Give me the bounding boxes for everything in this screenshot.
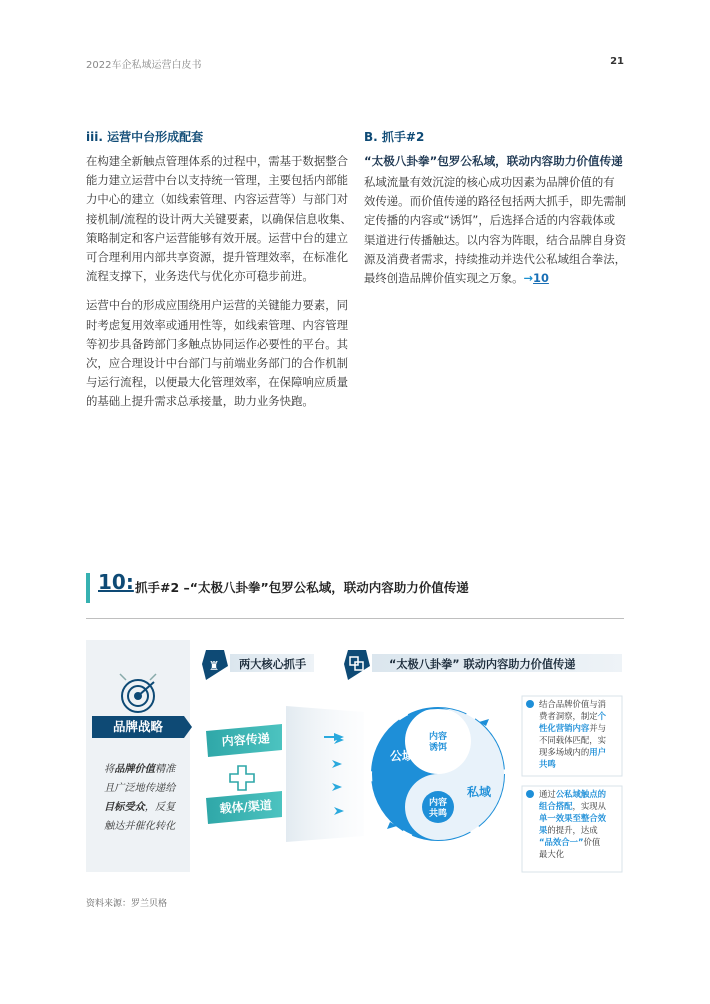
text-line: 的基础上提升需求总承接量，助力业务快跑。 (86, 394, 314, 409)
card-line (539, 825, 598, 836)
desc-line (104, 801, 176, 813)
figure-number: 10: (98, 570, 134, 594)
figure-title: 抓手#2 –“太极八卦拳”包罗公私域，联动内容助力价值传递 (135, 580, 469, 595)
card-span: 费者洞察，制定 (539, 711, 598, 721)
card-line: 共鸣 (539, 759, 556, 769)
text-line: 时考虑复用效率或通用性等，如线索管理、内容管理 (86, 317, 348, 332)
text-line (364, 269, 628, 288)
dot-bait-line2: 诱饵 (428, 743, 448, 753)
card-line: 不同载体匹配，实 (539, 735, 606, 745)
text-line: 运营中台的形成应围绕用户运营的关键能力要素，同 (86, 298, 348, 313)
card-span-bold: 个 (597, 711, 606, 721)
section-subheading: “太极八卦拳”包罗公私域，联动内容助力价值传递 (364, 154, 623, 168)
text-line: 渠道进行传播触达。以内容为阵眼，结合品牌自身资 (364, 232, 626, 247)
text-line: 源及消费者需求，持续推动并迭代公私域组合拳法， (364, 251, 626, 266)
taiji-symbol (372, 708, 504, 840)
text-line: 在构建全新触点管理体系的过程中，需基于数据整合 (86, 154, 348, 168)
core-grips-title: 两大核心抓手 (239, 658, 307, 671)
right-column (364, 128, 628, 298)
right-paragraph (364, 173, 628, 288)
figure-accent-bar (86, 573, 90, 603)
text-line: 等初步具备跨部门多触点协同运作必要性的平台。其 (86, 336, 348, 351)
card-line (539, 789, 607, 799)
card-span-bold: 公私域触点的 (555, 789, 606, 799)
dot-resonance-line1: 内容 (428, 798, 448, 808)
text-line: 能力建立运营中台以支持统一管理，主要包括内部能 (86, 173, 348, 188)
text-line: 流程支撑下，业务迭代与优化亦可稳步前进。 (86, 269, 314, 284)
card-span: 的提升，达成 (547, 825, 598, 835)
card-span: 现多场域内的 (539, 747, 590, 757)
grip-content-label: 内容传递 (221, 731, 271, 749)
text-line: 次，应合理设计中台部门与前端业务部门的合作机制 (86, 356, 348, 371)
desc-line (104, 763, 177, 775)
text-line: 力中心的建立（如线索管理、内容运营等）与部门对 (86, 192, 348, 207)
text-line: 定传播的内容或“诱饵”，后选择合适的内容载体或 (364, 213, 616, 228)
section-heading-iii: iii. 运营中台形成配套 (86, 130, 204, 144)
desc-line: 触达并催化转化 (104, 821, 176, 832)
desc-span: 将 (104, 764, 115, 775)
text-span: 最终创造品牌价值实现之万象。 (364, 271, 524, 286)
card-line (539, 747, 606, 757)
card-span: 通过 (539, 789, 556, 799)
text-line: 可合理利用内部共享资源，提升管理效率，在标准化 (86, 250, 348, 265)
card-span-bold: 组合搭配 (539, 801, 573, 811)
card-span: 并与 (589, 723, 606, 733)
card-line: 最大化 (539, 849, 565, 859)
dot-bait-line1: 内容 (428, 732, 448, 742)
desc-span-bold: 目标受众 (104, 802, 145, 813)
left-paragraph-2 (86, 296, 354, 411)
card-line: 单一效果至整合效 (539, 813, 606, 823)
plus-icon (230, 766, 254, 790)
text-line: 策略制定和客户运营能够有效开展。运营中台的建立 (86, 230, 348, 245)
desc-span: 精准 (154, 764, 176, 775)
left-column (86, 128, 354, 422)
card-line (539, 723, 606, 733)
card-span-bold: 性化营销内容 (539, 723, 590, 733)
grip-channel-label: 载体/渠道 (219, 798, 273, 816)
bullet-arrow-icon (526, 790, 534, 798)
page-number: 21 (610, 56, 624, 67)
section-heading-b: B. 抓手#2 (364, 130, 425, 144)
taiji-header-icon (344, 650, 370, 680)
source-note: 资料来源：罗兰贝格 (86, 899, 168, 909)
core-grips-icon (202, 650, 228, 680)
text-line: 效传递。而价值传递的路径包括两大抓手，即先需制 (364, 194, 626, 209)
card-line (539, 801, 607, 812)
card-line (539, 837, 601, 847)
brand-panel (86, 640, 190, 872)
text-line: 与运行流程，以便最大化管理效率，在保障响应质量 (86, 375, 348, 390)
figure-reference-link[interactable]: 10 (533, 271, 549, 286)
taiji-diagram (86, 640, 626, 880)
brand-strategy-label: 品牌战略 (112, 719, 164, 734)
card-span: 价值 (583, 837, 601, 847)
card-span: ，实现从 (572, 801, 606, 811)
desc-line: 且广泛地传递给 (104, 783, 176, 794)
card-line (539, 711, 607, 722)
card-span-bold: 用户 (589, 747, 606, 757)
card-span-bold: “品效合一” (539, 837, 584, 847)
taiji-title: “太极八卦拳” 联动内容助力价值传递 (389, 658, 576, 671)
arrow-icon: → (523, 271, 534, 286)
desc-span: ，反复 (144, 802, 176, 813)
dot-resonance-line2: 共鸣 (428, 809, 448, 819)
public-domain-label: 公域 (389, 749, 415, 763)
card-span-bold: 果 (539, 825, 548, 835)
text-line: 私域流量有效沉淀的核心成功因素为品牌价值的有 (364, 175, 615, 189)
card-line: 结合品牌价值与消 (539, 699, 606, 709)
text-line: 接机制/流程的设计两大关键要素，以确保信息收集、 (86, 211, 352, 226)
bullet-arrow-icon (526, 700, 534, 708)
connector-fan (286, 706, 364, 842)
desc-span-bold: 品牌价值 (114, 764, 155, 775)
left-paragraph-1 (86, 152, 354, 286)
running-header: 2022车企私域运营白皮书 (86, 60, 202, 71)
svg-text:♜: ♜ (208, 659, 220, 673)
private-domain-label: 私域 (466, 785, 492, 799)
figure-divider (86, 618, 624, 619)
